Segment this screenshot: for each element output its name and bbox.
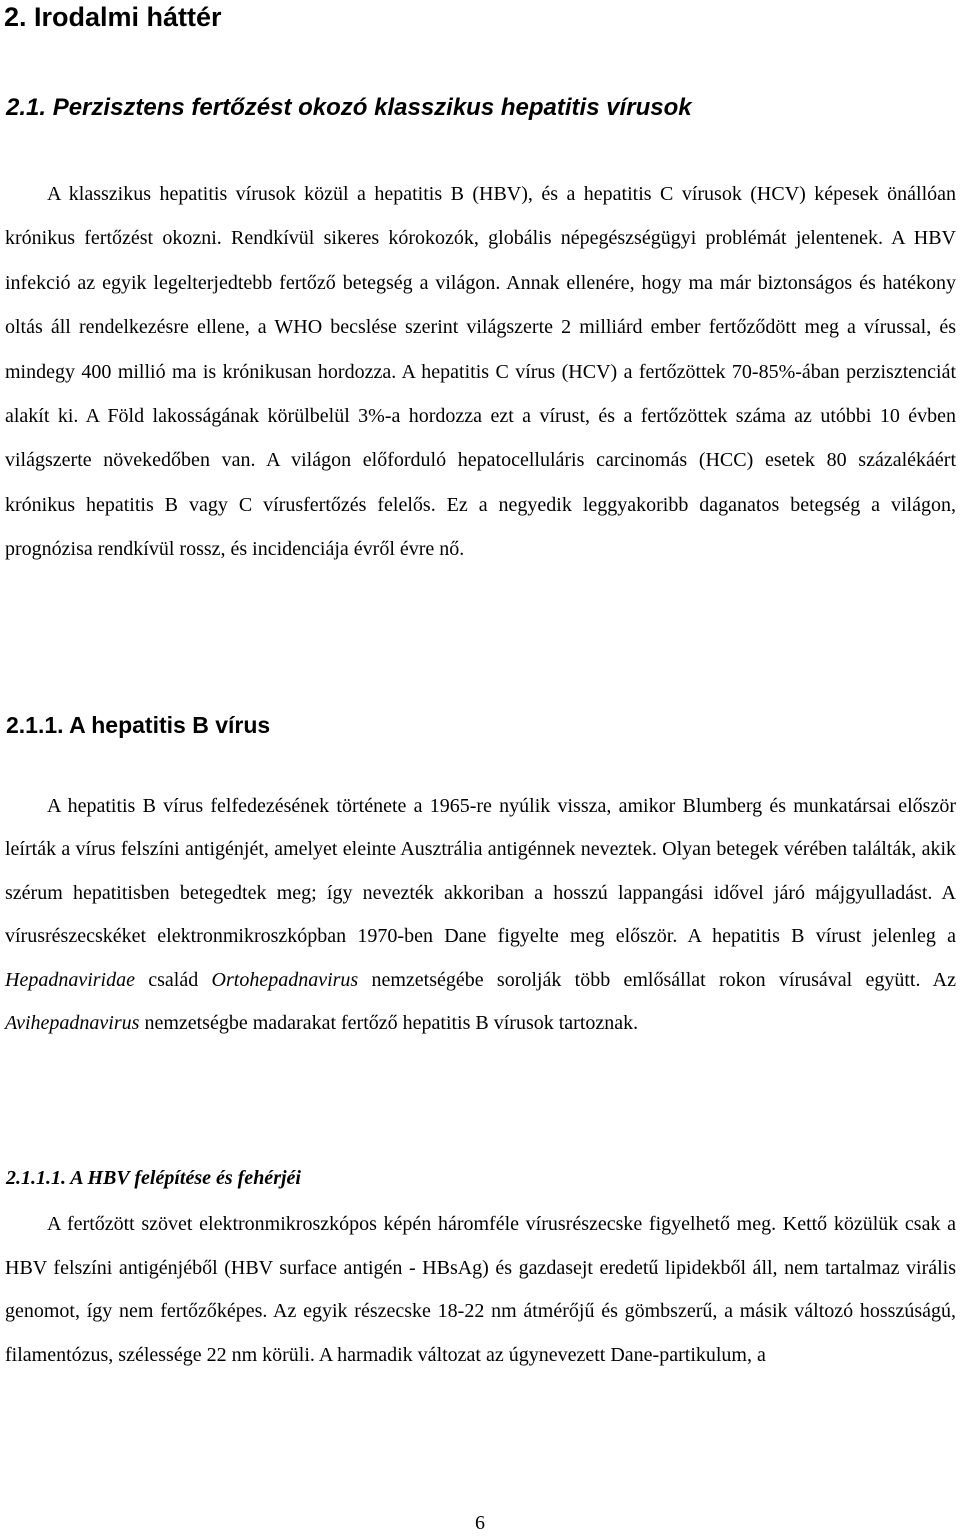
paragraph-2-text-2: család bbox=[134, 968, 212, 991]
paragraph-2-text-1: A hepatitis B vírus felfedezésének története a 1965-re nyúlik vissza, amikor Blumberg és munkatársai először leírták a vírus felszíni antigénjét, amelyet eleinte Ausztrália antigénnek neveztek. Olyan betegek vérében találták, akik szérum hepatitisben betegedtek meg; így nevezték akkoriban a hosszú lappangási idővel járó májgyulladást. A vírusrészecskéket elektronmikroszkópban 1970-ben Dane figyelte meg először. A hepatitis B vírust jelenleg a bbox=[5, 795, 956, 948]
paragraph-2-text-3: nemzetségébe sorolják több emlősállat rokon vírusával együtt. Az bbox=[358, 968, 956, 991]
body-paragraph-2 bbox=[5, 785, 956, 1045]
taxon-avihepadnavirus: Avihepadnavirus bbox=[5, 1012, 140, 1035]
taxon-ortohepadnavirus: Ortohepadnavirus bbox=[211, 968, 359, 991]
chapter-heading: 2. Irodalmi háttér bbox=[4, 2, 222, 32]
page-number: 6 bbox=[475, 1512, 485, 1534]
taxon-hepadnaviridae: Hepadnaviridae bbox=[5, 968, 135, 991]
section-heading: 2.1. Perzisztens fertőzést okozó klasszikus hepatitis vírusok bbox=[6, 94, 692, 121]
subsection-heading: 2.1.1. A hepatitis B vírus bbox=[6, 712, 271, 738]
body-paragraph-3: A fertőzött szövet elektronmikroszkópos képén háromféle vírusrészecske figyelhető meg. Kettő közülük csak a HBV felszíni antigénjéből (HBV surface antigén - HBsAg) és gazdasejt eredetű lipidekből áll, nem tartalmaz virális genomot, így nem fertőzőképes. Az egyik részecske 18-22 nm átmérőjű és gömbszerű, a másik változó hosszúságú, filamentózus, szélessége 22 nm körüli. A harmadik változat az úgynevezett Dane-partikulum, a bbox=[5, 1213, 956, 1366]
subsubsection-heading: 2.1.1.1. A HBV felépítése és fehérjéi bbox=[6, 1167, 301, 1189]
paragraph-2-text-4: nemzetségbe madarakat fertőző hepatitis B vírusok tartoznak. bbox=[139, 1012, 639, 1035]
body-paragraph-1: A klasszikus hepatitis vírusok közül a hepatitis B (HBV), és a hepatitis C vírusok (HCV) képesek önállóan krónikus fertőzést okozni. Rendkívül sikeres kórokozók, globális népegészségügyi problémát jelentenek. A HBV infekció az egyik legelterjedtebb fertőző betegség a világon. Annak ellenére, hogy ma már biztonságos és hatékony oltás áll rendelkezésre ellene, a WHO becslése szerint világszerte 2 milliárd ember fertőződött meg a vírussal, és mindegy 400 millió ma is krónikusan hordozza. A hepatitis C vírus (HCV) a fertőzöttek 70-85%-ában perzisztenciát alakít ki. A Föld lakosságának körülbelül 3%-a hordozza ezt a vírust, és a fertőzöttek száma az utóbbi 10 évben világszerte növekedőben van. A világon előforduló hepatocelluláris carcinomás (HCC) esetek 80 százalékáért krónikus hepatitis B vagy C vírusfertőzés felelős. Ez a negyedik leggyakoribb daganatos betegség a világon, prognózisa rendkívül rossz, és incidenciája évről évre nő. bbox=[5, 183, 956, 561]
